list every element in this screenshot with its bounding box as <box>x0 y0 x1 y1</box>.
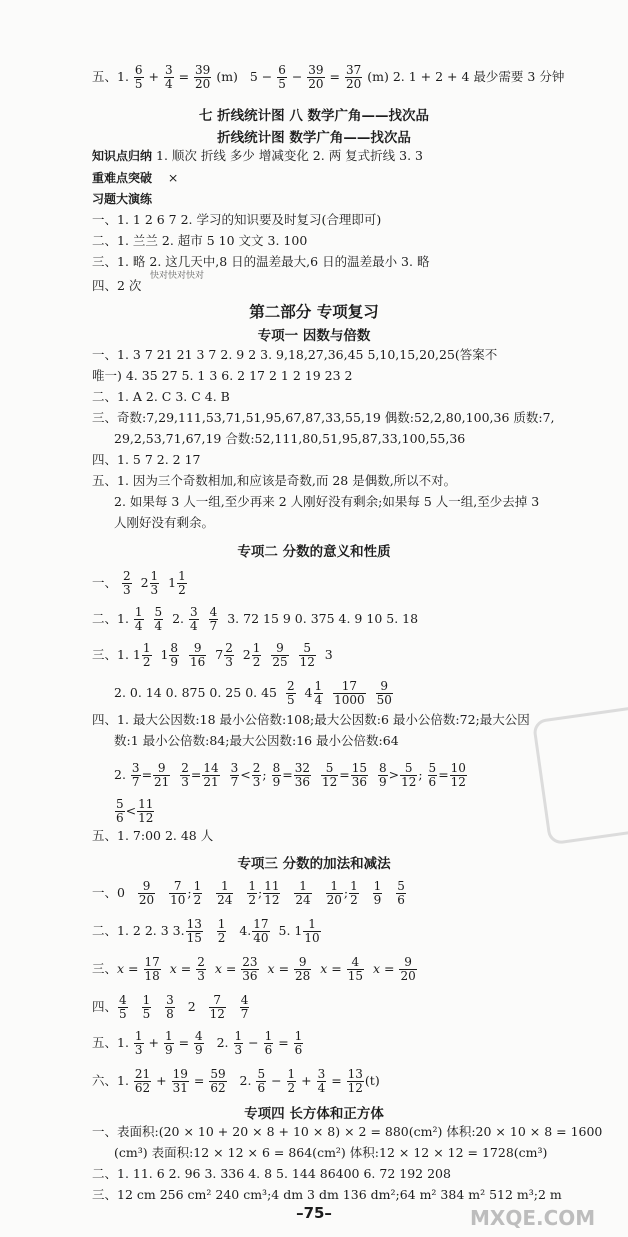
numerator: 19 <box>172 1067 188 1081</box>
denominator: 6 <box>264 1043 273 1057</box>
denominator: 50 <box>376 693 392 707</box>
fraction <box>376 680 393 707</box>
numerator: 1 <box>294 1029 303 1043</box>
answer-line: 三、1. 1 $\frac{1}{2}$ 1 $\frac{8}{9}$ $\frac{9}{16}$ 7 $\frac{2}{3}$ 2 $\frac{1}{2}$ $\frac{9}{25}$ $\frac{5}{12}$ 3 <box>92 641 333 669</box>
numerator: 21 <box>134 1067 151 1081</box>
numerator: 8 <box>272 761 281 775</box>
answer-line: 二、1. A 2. C 3. C 4. B <box>92 389 230 404</box>
denominator: 4 <box>314 693 323 707</box>
numerator: 11 <box>264 879 280 893</box>
answer-line: 一、0 $\frac{9}{20}$ $\frac{7}{10}$ ; $\frac{1}{2}$ $\frac{1}{24}$ $\frac{1}{2}$ ; $\frac{11}{12}$ $\frac{1}{24}$ $\frac{1}{20}$ ; $\frac{1}{2}$ $\frac{1}{9}$ $\frac{5}{6}$ <box>92 879 405 907</box>
denominator: 24 <box>295 893 311 907</box>
denominator: 10 <box>304 931 320 945</box>
fraction <box>134 606 144 633</box>
numerator: 1 <box>287 1067 296 1081</box>
fraction <box>314 680 324 707</box>
denominator: 28 <box>295 969 311 983</box>
denominator: 7 <box>131 775 140 789</box>
denominator: 9 <box>272 775 281 789</box>
fraction <box>169 880 186 907</box>
fraction <box>373 880 383 907</box>
fraction <box>347 1068 364 1095</box>
answer-line: 29,2,53,71,67,19 合数:52,111,80,51,95,87,33,100,55,36 <box>114 431 466 446</box>
numerator: 5 <box>257 1067 266 1081</box>
numerator: 4 <box>195 1029 203 1043</box>
denominator: 31 <box>172 1081 188 1095</box>
numerator: 1 <box>294 880 311 894</box>
fraction <box>428 762 438 789</box>
denominator: 36 <box>242 969 258 983</box>
numerator: 17 <box>144 955 160 969</box>
fraction <box>351 762 368 789</box>
denominator: 4 <box>164 77 173 91</box>
numerator: 3 <box>190 605 198 619</box>
numerator: 2 <box>197 955 205 969</box>
fraction <box>450 762 467 789</box>
numerator: 6 <box>134 63 143 77</box>
denominator: 12 <box>264 893 280 907</box>
fraction <box>142 994 152 1021</box>
answer-line: 数:1 最小公倍数:84;最大公因数:16 最小公倍数:64 <box>114 733 399 748</box>
denominator: 4 <box>154 619 163 633</box>
topic-heading: 专项三 分数的加法和减法 <box>237 856 391 872</box>
topic-heading: 专项四 长方体和正方体 <box>244 1106 384 1122</box>
fraction <box>252 918 269 945</box>
fraction <box>186 918 203 945</box>
numerator: 9 <box>271 642 288 656</box>
numerator: 1 <box>314 679 323 693</box>
answer-line: 三、12 cm 256 cm² 240 cm³;4 dm 3 dm 136 dm²;64 m² 384 m² 512 m³;2 m <box>92 1187 562 1202</box>
answer-line: 唯一) 4. 35 27 5. 1 3 6. 2 17 2 1 2 19 23 2 <box>92 368 353 383</box>
fraction <box>137 798 154 825</box>
fraction <box>303 918 320 945</box>
fraction <box>153 762 170 789</box>
answer-line: 四、1. 最大公因数:18 最小公倍数:108;最大公因数:6 最小公倍数:72;最大公因 <box>92 712 530 727</box>
numerator: 3 <box>230 761 239 775</box>
answer-line: 五、1. $\frac{1}{3}$ + $\frac{1}{9}$ = $\frac{4}{9}$ 2. $\frac{1}{3}$ − $\frac{1}{6}$ = $\frac{1}{6}$ <box>92 1029 303 1057</box>
numerator: 3 <box>164 63 173 77</box>
denominator: 2 <box>252 655 261 669</box>
denominator: 10 <box>170 893 186 907</box>
fraction <box>209 606 219 633</box>
fraction <box>241 956 258 983</box>
numerator: 1 <box>134 605 143 619</box>
fraction <box>115 798 125 825</box>
numerator: 5 <box>321 762 338 776</box>
fraction <box>264 1030 274 1057</box>
denominator: 62 <box>134 1081 151 1095</box>
fraction <box>247 880 257 907</box>
fraction <box>400 762 417 789</box>
answer-line: 二、1. 11. 6 2. 96 3. 336 4. 8 5. 144 86400 6. 72 192 208 <box>92 1166 451 1181</box>
denominator: 16 <box>190 655 206 669</box>
numerator: 1 <box>264 1029 273 1043</box>
fraction <box>193 880 203 907</box>
denominator: 7 <box>230 775 239 789</box>
denominator: 5 <box>134 77 143 91</box>
denominator: 12 <box>450 775 466 789</box>
numerator: 4 <box>119 993 127 1007</box>
numerator: 5 <box>299 642 316 656</box>
watermark: MXQE.COM <box>470 1206 596 1230</box>
denominator: 24 <box>217 893 233 907</box>
numerator: 1 <box>248 879 256 893</box>
denominator: 2 <box>350 893 358 907</box>
denominator: 2 <box>217 931 226 945</box>
denominator: 4 <box>190 619 198 633</box>
overlay-stamp-text: 快对快对快对 <box>150 271 205 281</box>
numerator: 1 <box>303 918 320 932</box>
fraction <box>134 1068 151 1095</box>
fraction <box>134 1030 144 1057</box>
denominator: 5 <box>278 77 286 91</box>
denominator: 3 <box>234 1043 243 1057</box>
numerator: 37 <box>346 63 362 77</box>
fraction <box>277 64 287 91</box>
fraction <box>118 994 128 1021</box>
answer-line: 四、1. 5 7 2. 2 17 <box>92 452 201 467</box>
numerator: 5 <box>400 762 417 776</box>
denominator: 2 <box>248 893 256 907</box>
denominator: 12 <box>299 655 315 669</box>
numerator: 9 <box>294 956 311 970</box>
numerator: 1 <box>217 917 226 931</box>
denominator: 6 <box>428 775 437 789</box>
fraction <box>194 64 211 91</box>
numerator: 5 <box>116 797 124 811</box>
fraction <box>271 642 288 669</box>
practice-label: 习题大演练 <box>92 192 153 206</box>
fraction <box>217 918 227 945</box>
fraction <box>202 762 219 789</box>
numerator: 6 <box>278 63 286 77</box>
numerator: 4 <box>240 993 249 1007</box>
denominator: 2 <box>142 655 151 669</box>
denominator: 9 <box>378 775 387 789</box>
fraction <box>396 880 406 907</box>
denominator: 6 <box>294 1043 303 1057</box>
fraction <box>307 64 324 91</box>
denominator: 1000 <box>334 693 365 707</box>
denominator: 25 <box>272 655 288 669</box>
denominator: 6 <box>397 893 405 907</box>
denominator: 6 <box>257 1081 266 1095</box>
denominator: 12 <box>347 1081 363 1095</box>
denominator: 20 <box>326 893 342 907</box>
numerator: 9 <box>138 880 155 894</box>
numerator: 2 <box>252 761 261 775</box>
numerator: 1 <box>150 569 159 583</box>
denominator: 36 <box>294 775 310 789</box>
denominator: 20 <box>308 77 324 91</box>
numerator: 4 <box>347 956 364 970</box>
answer-line: 一、1. 1 2 6 7 2. 学习的知识要及时复习(合理即可) <box>92 212 382 227</box>
fraction <box>164 1030 174 1057</box>
answer-line: 三、x = $\frac{17}{18}$ x = $\frac{2}{3}$ x = $\frac{23}{36}$ x = $\frac{9}{28}$ x = $\frac{4}{15}$ x = $\frac{9}{20}$ <box>92 955 416 983</box>
numerator: 4 <box>209 605 218 619</box>
denominator: 12 <box>209 1007 225 1021</box>
numerator: 13 <box>186 917 202 931</box>
numerator: 1 <box>193 879 202 893</box>
denominator: 3 <box>181 775 189 789</box>
answer-line: 一、表面积:(20 × 10 + 20 × 8 + 10 × 8) × 2 = 880(cm²) 体积:20 × 10 × 8 = 1600 <box>92 1124 603 1139</box>
numerator: 3 <box>317 1067 326 1081</box>
fraction <box>209 1068 226 1095</box>
denominator: 6 <box>116 811 124 825</box>
denominator: 15 <box>186 931 202 945</box>
numerator: 1 <box>373 879 382 893</box>
numerator: 7 <box>169 880 186 894</box>
fraction <box>299 642 316 669</box>
denominator: 20 <box>195 77 211 91</box>
numerator: 32 <box>294 761 310 775</box>
chapter-heading: 七 折线统计图 八 数学广角——找次品 <box>198 108 430 124</box>
fraction <box>134 64 144 91</box>
fraction <box>209 994 226 1021</box>
topic-heading: 专项一 因数与倍数 <box>257 328 371 344</box>
fraction <box>347 956 364 983</box>
denominator: 9 <box>373 893 382 907</box>
numerator: 8 <box>170 641 179 655</box>
denominator: 3 <box>197 969 205 983</box>
fraction <box>150 570 160 597</box>
fraction <box>234 1030 244 1057</box>
numerator: 23 <box>242 955 258 969</box>
numerator: 2 <box>286 679 295 693</box>
fraction <box>252 762 262 789</box>
fraction <box>189 606 199 633</box>
fraction <box>122 570 132 597</box>
numerator: 11 <box>138 797 154 811</box>
numerator: 13 <box>347 1067 363 1081</box>
numerator: 15 <box>351 761 367 775</box>
denominator: 15 <box>347 969 364 983</box>
answer-line: 四、 $\frac{4}{5}$ $\frac{1}{5}$ $\frac{3}{8}$ 2 $\frac{7}{12}$ $\frac{4}{7}$ <box>92 993 249 1021</box>
answer-line: 二、1. 兰兰 2. 超市 5 10 文文 3. 100 <box>92 233 308 248</box>
numerator: 17 <box>253 917 269 931</box>
numerator: 9 <box>376 680 393 694</box>
fraction <box>164 64 174 91</box>
fraction <box>263 880 280 907</box>
denominator: 4 <box>134 619 143 633</box>
numerator: 5 <box>154 605 163 619</box>
fraction <box>180 762 190 789</box>
denominator: 20 <box>346 77 362 91</box>
fraction <box>240 994 250 1021</box>
answer-line: (cm³) 表面积:12 × 12 × 6 = 864(cm²) 体积:12 × 12 × 12 = 1728(cm³) <box>114 1145 548 1160</box>
numerator: 3 <box>131 761 140 775</box>
fraction <box>294 956 311 983</box>
answer-line: 二、1. 2 2. 3 3. $\frac{13}{15}$ $\frac{1}{2}$ 4. $\frac{17}{40}$ 5. 1 $\frac{1}{10}$ <box>92 917 320 945</box>
denominator: 9 <box>164 1043 173 1057</box>
numerator: 39 <box>195 63 211 77</box>
answer-line: 三、1. 略 2. 这几天中,8 日的温差最大,6 日的温差最小 3. 略 <box>92 254 430 269</box>
fraction <box>287 1068 297 1095</box>
denominator: 9 <box>170 655 179 669</box>
fraction <box>142 642 152 669</box>
denominator: 5 <box>119 1007 127 1021</box>
answer-line: 三、奇数:7,29,111,53,71,51,95,67,87,33,55,19 偶数:52,2,80,100,36 质数:7, <box>92 410 555 425</box>
topic-heading: 专项二 分数的意义和性质 <box>237 544 391 560</box>
denominator: 36 <box>351 775 367 789</box>
denominator: 12 <box>321 775 338 789</box>
part-heading: 第二部分 专项复习 <box>249 303 379 321</box>
denominator: 3 <box>150 583 159 597</box>
numerator: 59 <box>210 1067 226 1081</box>
numerator: 1 <box>326 880 343 894</box>
answer-line: 四、2 次 <box>92 278 142 293</box>
numerator: 2 <box>225 641 233 655</box>
fraction <box>294 1030 304 1057</box>
answer-line: 五、1. $\frac{6}{5}$ + $\frac{3}{4}$ = $\frac{39}{20}$ (m) 5 − $\frac{6}{5}$ − $\frac{39}{20}$ = $\frac{37}{20}$ (m) 2. 1 + 2 + 4 最少需要 3 分钟 <box>92 63 565 91</box>
answer-line: 六、1. $\frac{21}{62}$ + $\frac{19}{31}$ = $\frac{59}{62}$ 2. $\frac{5}{6}$ − $\frac{1}{2}$ + $\frac{3}{4}$ = $\frac{13}{12}$ (t) <box>92 1067 380 1095</box>
fraction <box>216 880 233 907</box>
denominator: 5 <box>286 693 295 707</box>
numerator: 9 <box>399 956 416 970</box>
denominator: 2 <box>287 1081 296 1095</box>
fraction <box>321 762 338 789</box>
fraction <box>378 762 388 789</box>
fraction <box>294 762 311 789</box>
numerator: 1 <box>216 880 233 894</box>
fraction <box>252 642 262 669</box>
numerator: 39 <box>308 63 324 77</box>
fraction <box>230 762 240 789</box>
denominator: 3 <box>225 655 233 669</box>
numerator: 8 <box>378 761 387 775</box>
numerator: 5 <box>397 879 405 893</box>
numerator: 1 <box>178 569 186 583</box>
denominator: 2 <box>178 583 186 597</box>
fraction <box>349 880 359 907</box>
denominator: 4 <box>317 1081 326 1095</box>
denominator: 9 <box>195 1043 203 1057</box>
fraction <box>196 956 206 983</box>
answer-line: 一、 $\frac{2}{3}$ 2 $\frac{1}{3}$ 1 $\frac{1}{2}$ <box>92 569 186 597</box>
denominator: 2 <box>193 893 202 907</box>
difficulty-line: 重难点突破 × <box>92 170 179 185</box>
numerator: 10 <box>450 761 466 775</box>
fraction <box>317 1068 327 1095</box>
chapter-subheading: 折线统计图 数学广角——找次品 <box>217 130 411 146</box>
fraction <box>154 606 164 633</box>
denominator: 7 <box>209 619 218 633</box>
answer-line: $\frac{5}{6}$ < $\frac{11}{12}$ <box>116 797 154 825</box>
page-number: –75– <box>296 1204 332 1222</box>
numerator: 2 <box>123 569 131 583</box>
numerator: 1 <box>142 641 151 655</box>
denominator: 3 <box>252 775 261 789</box>
denominator: 20 <box>400 969 416 983</box>
denominator: 21 <box>154 775 170 789</box>
denominator: 5 <box>142 1007 151 1021</box>
denominator: 20 <box>138 893 155 907</box>
fraction <box>326 880 343 907</box>
fraction <box>333 680 366 707</box>
numerator: 1 <box>142 993 151 1007</box>
answer-line: 二、1. $\frac{1}{4}$ $\frac{5}{4}$ 2. $\frac{3}{4}$ $\frac{4}{7}$ 3. 72 15 9 0. 375 4. 9 10 5. 18 <box>92 605 419 633</box>
answer-line: 人刚好没有剩余。 <box>114 515 215 530</box>
fraction <box>272 762 282 789</box>
denominator: 7 <box>240 1007 249 1021</box>
fraction <box>177 570 187 597</box>
answer-line: 2. 0. 14 0. 875 0. 25 0. 45 $\frac{2}{5}$ 4 $\frac{1}{4}$ $\frac{17}{1000}$ $\frac{9}{50}$ <box>114 679 392 707</box>
numerator: 1 <box>134 1029 143 1043</box>
fraction <box>345 64 362 91</box>
numerator: 1 <box>252 641 261 655</box>
denominator: 40 <box>253 931 269 945</box>
fraction <box>286 680 296 707</box>
answer-line: 一、1. 3 7 21 21 3 7 2. 9 2 3. 9,18,27,36,45 5,10,15,20,25(答案不 <box>92 347 498 362</box>
numerator: 2 <box>181 761 189 775</box>
fraction <box>194 1030 204 1057</box>
denominator: 12 <box>138 811 154 825</box>
denominator: 62 <box>210 1081 226 1095</box>
fraction <box>165 994 175 1021</box>
numerator: 14 <box>203 761 219 775</box>
denominator: 3 <box>134 1043 143 1057</box>
numerator: 9 <box>153 762 170 776</box>
answer-line: 五、1. 7:00 2. 48 人 <box>92 828 214 843</box>
fraction <box>172 1068 189 1095</box>
fraction <box>224 642 234 669</box>
answer-line: 2. $\frac{3}{7}$ = $\frac{9}{21}$ $\frac{2}{3}$ = $\frac{14}{21}$ $\frac{3}{7}$ < $\frac{2}{3}$ ; $\frac{8}{9}$ = $\frac{32}{36}$ $\frac{5}{12}$ = $\frac{15}{36}$ $\frac{8}{9}$ > $\frac{5}{12}$ ; $\frac{5}{6}$ = $\frac{10}{12}$ <box>114 761 466 789</box>
answer-line: 五、1. 因为三个奇数相加,和应该是奇数,而 28 是偶数,所以不对。 <box>92 473 457 488</box>
numerator: 1 <box>350 879 358 893</box>
fraction <box>131 762 141 789</box>
faint-stamp-mark <box>532 705 628 846</box>
fraction <box>138 880 155 907</box>
fraction <box>169 642 179 669</box>
numerator: 9 <box>189 642 206 656</box>
denominator: 3 <box>123 583 131 597</box>
fraction <box>399 956 416 983</box>
fraction <box>256 1068 266 1095</box>
denominator: 18 <box>144 969 160 983</box>
fraction <box>144 956 161 983</box>
knowledge-line: 知识点归纳 1. 顺次 折线 多少 增减变化 2. 两 复式折线 3. 3 <box>92 148 423 163</box>
numerator: 3 <box>166 993 174 1007</box>
denominator: 12 <box>401 775 417 789</box>
numerator: 1 <box>164 1029 173 1043</box>
numerator: 5 <box>428 761 437 775</box>
answer-line: 2. 如果每 3 人一组,至少再来 2 人刚好没有剩余;如果每 5 人一组,至少去掉 3 <box>114 494 540 509</box>
numerator: 7 <box>209 994 226 1008</box>
numerator: 1 <box>234 1029 243 1043</box>
denominator: 8 <box>166 1007 174 1021</box>
denominator: 21 <box>203 775 219 789</box>
numerator: 17 <box>333 680 366 694</box>
fraction <box>294 880 311 907</box>
fraction <box>189 642 206 669</box>
